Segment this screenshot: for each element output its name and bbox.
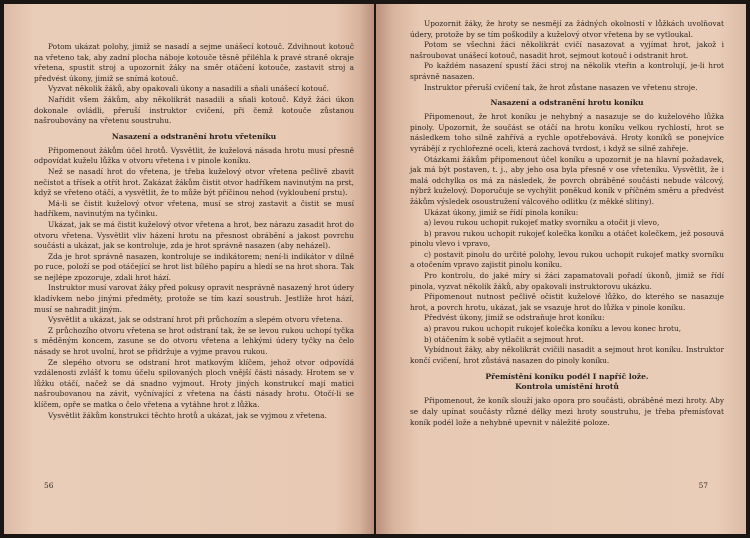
- paragraph: Pro kontrolu, do jaké míry si žáci zapamatovali pořadí úkonů, jimiž se řídí pinola, vyzvat několik žáků, aby opakovali instruktorovu ukázku.: [410, 271, 724, 291]
- heading-line: Přemístění koníku podél I napříč lože.: [485, 372, 649, 382]
- list-item: a) pravou rukou uchopit rukojeť kolečka koníku a levou konec hrotu,: [424, 324, 682, 334]
- paragraph: Z průchozího otvoru vřetena se hrot odstraní tak, že se levou rukou uchopí tyčka s měděným koncem, zasune se do otvoru vřetena a lehkými údery tyčky na čelo násady se hrot uvolní, hrot se přidržuje a vyjme pravou rukou.: [34, 325, 354, 357]
- right-page: [376, 4, 746, 534]
- list-item: b) otáčením k sobě vytlačit a sejmout hrot.: [424, 334, 584, 344]
- heading-line: Kontrola umístění hrotů: [515, 382, 619, 392]
- paragraph: Instruktor přeruší cvičení tak, že hrot zůstane nasazen ve vřetenu stroje.: [424, 82, 698, 92]
- paragraph: Ukázat, jak se má čistit kuželový otvor vřetena a hrot, bez nárazu zasadit hrot do otvoru vřetena. Vysvětlit vliv házení hrotu na přesnost obrábění a jakost povrchu součásti a ukázat, jak se kontroluje, zda je hrot správně nasazen (aby neházel).: [34, 219, 354, 251]
- page-number: 57: [698, 481, 708, 490]
- paragraph: Potom ukázat polohy, jimiž se nasadí a sejme unášecí kotouč. Zdvihnout kotouč na vřeteno tak, aby zadní plocha náboje kotouče těsně přiléhla k pravé straně okraje vřetena, spustit stroj a upozornit žáky na směr otáčení kotouče, zastavit stroj a předvést úkony, jimiž se snímá kotouč.: [34, 42, 354, 83]
- paragraph: Vyzvat několik žáků, aby opakovali úkony a nasadili a sňali unášecí kotouč.: [48, 84, 330, 94]
- list-item: c) postavit pinolu do určité polohy, levou rukou uchopit rukojeť matky svorníku a otočením vpravo zajistit pinolu koníku.: [410, 249, 724, 270]
- paragraph: Vysvětlit a ukázat, jak se odstraní hrot při průchozím a slepém otvoru vřetena.: [48, 315, 343, 325]
- paragraph: Zda je hrot správně nasazen, kontroluje se indikátorem; není-li indikátor v dílně po ruce, položí se pod otáčející se hrot list bílého papíru a hledí se na hrot shora. Tak se nejlépe zpozoruje, zdali hrot hází.: [34, 251, 354, 282]
- paragraph: Předvést úkony, jimiž se odstraňuje hrot koníku:: [424, 313, 605, 323]
- paragraph: Nařídit všem žákům, aby několikrát nasadili a sňali kotouč. Když žáci úkon dokonale ovládli, přeruší instruktor cvičení, při čemž kotouče zůstanou našroubovány na vřetenu soustruhu.: [34, 94, 354, 126]
- paragraph: Vybídnout žáky, aby několikrát cvičili nasadit a sejmout hrot koníku. Instruktor končí cvičení, hrot zůstává nasazen do pinoly koníku.: [410, 345, 724, 365]
- paragraph: Ze slepého otvoru se odstraní hrot matkovým klíčem, jehož otvor odpovídá vzdálenosti zvlášť k tomu účelu spilovaných ploch vnější části násady. Hrotem se v lůžku otáčí, načež se dá snadno vyjmout. Hroty jiných konstrukcí mají matici našroubovanou na závit, vyčnívající z vřetena na části násady hrotu. Otočí-li se klíčem, opře se matka o čelo vřetena a vytáhne hrot z lůžka.: [34, 357, 354, 409]
- paragraph: Připomenout, že koník slouží jako opora pro součásti, obráběné mezi hroty. Aby se daly upínat součásty různé délky mezi hroty soustruhu, je třeba přemísťovat koník podél lože a nehybně upevnit v náležité poloze.: [410, 396, 724, 427]
- paragraph: Připomenout nutnost pečlivě očistit kuželové lůžko, do kterého se nasazuje hrot, a povrch hrotu, ukázat, jak se vsazuje hrot do lůžka v pinole koníku.: [410, 292, 724, 312]
- left-text-b: [34, 146, 354, 421]
- page-number: 56: [44, 481, 54, 490]
- paragraph: Než se nasadí hrot do vřetena, je třeba kuželový otvor vřetena pečlivě zbavit nečistot a třísek a otřít hrot. Zakázat žákům čistit otvor hadříkem navinutým na prst, když se vřeteno otáčí, a vysvětlit, že to může být příčinou nehod (vykloubení prstu).: [34, 166, 354, 198]
- paragraph: Vysvětlit žákům konstrukci těchto hrotů a ukázat, jak se vyjmou z vřetena.: [48, 410, 327, 420]
- paragraph: Má-li se čistit kuželový otvor vřetena, musí se stroj zastavit a čistit se musí hadříkem, navinutým na tyčinku.: [34, 198, 354, 219]
- paragraph: Připomenout, že hrot koníku je nehybný a nasazuje se do kuželového lůžka pinoly. Upozornit, že součást se otáčí na hrotu koníku velkou rychlostí, hrot se následkem toho silně zahřívá a rychle opotřebovává. Hroty koníků se ponejvíce vyrábějí z rychlořezné oceli, která zachová tvrdost, i když se silně zahřeje.: [410, 112, 724, 153]
- paragraph: Instruktor musí varovat žáky před pokusy opravit nesprávně nasazený hrot údery kladívkem nebo jinými předměty, protože se tím kazí soustruh. Jestliže hrot hází, musí se nahradit jiným.: [34, 283, 354, 314]
- section-heading: Nasazení a odstranění hrotu vřeteníku: [111, 131, 277, 141]
- paragraph: Otázkami žákům připomenout účel koníku a upozornit je na hlavní požadavek, jak má být postaven, t. j., aby jeho osa byla přesně v ose vřeteníku. Vysvětlit, že i malá odchylka os má za následek, že povrch obráběné součásti nebude válcový, nýbrž kuželový. Doporučuje se vychýlit poněkud koník v příčném směru a předvést žákům výsledek osoustružení válcového odlitku (z měkké slitiny).: [410, 154, 724, 206]
- right-text-c: [410, 396, 724, 428]
- list-item: a) levou rukou uchopit rukojeť matky svorníku a otočit ji vlevo,: [424, 218, 660, 228]
- paragraph: Po každém nasazení spustí žáci stroj na několik vteřin a kontrolují, je-li hrot správně nasazen.: [410, 61, 724, 81]
- section-heading: Nasazení a odstranění hrotu koníku: [490, 98, 644, 108]
- paragraph: Upozornit žáky, že hroty se nesmějí za žádných okolností v lůžkách uvolňovat údery, protože by se tím poškodily a kuželový otvor vřetena by se vytloukal.: [410, 19, 724, 39]
- right-text-b: [410, 112, 724, 366]
- paragraph: Připomenout žákům účel hrotů. Vysvětlit, že kuželová násada hrotu musí přesně odpovídat kuželu lůžka v otvoru vřetena i v pinole koníku.: [34, 145, 354, 166]
- left-page: [4, 4, 374, 534]
- paragraph: Potom se všechni žáci několikrát cvičí nasazovat a vyjímat hrot, jakož i našroubovat unášecí kotouč, nasadit hrot, sejmout kotouč i odstranit hrot.: [410, 40, 724, 60]
- paragraph: Ukázat úkony, jimiž se řídí pinola koníku:: [424, 207, 579, 217]
- list-item: b) pravou rukou uchopit rukojeť kolečka koníku a otáčet kolečkem, jež posouvá pinolu vlevo i vpravo,: [410, 228, 724, 249]
- right-text-a: [410, 19, 724, 93]
- book-spread: [4, 4, 746, 534]
- left-text-a: [34, 42, 354, 127]
- section-heading-2: [410, 372, 724, 392]
